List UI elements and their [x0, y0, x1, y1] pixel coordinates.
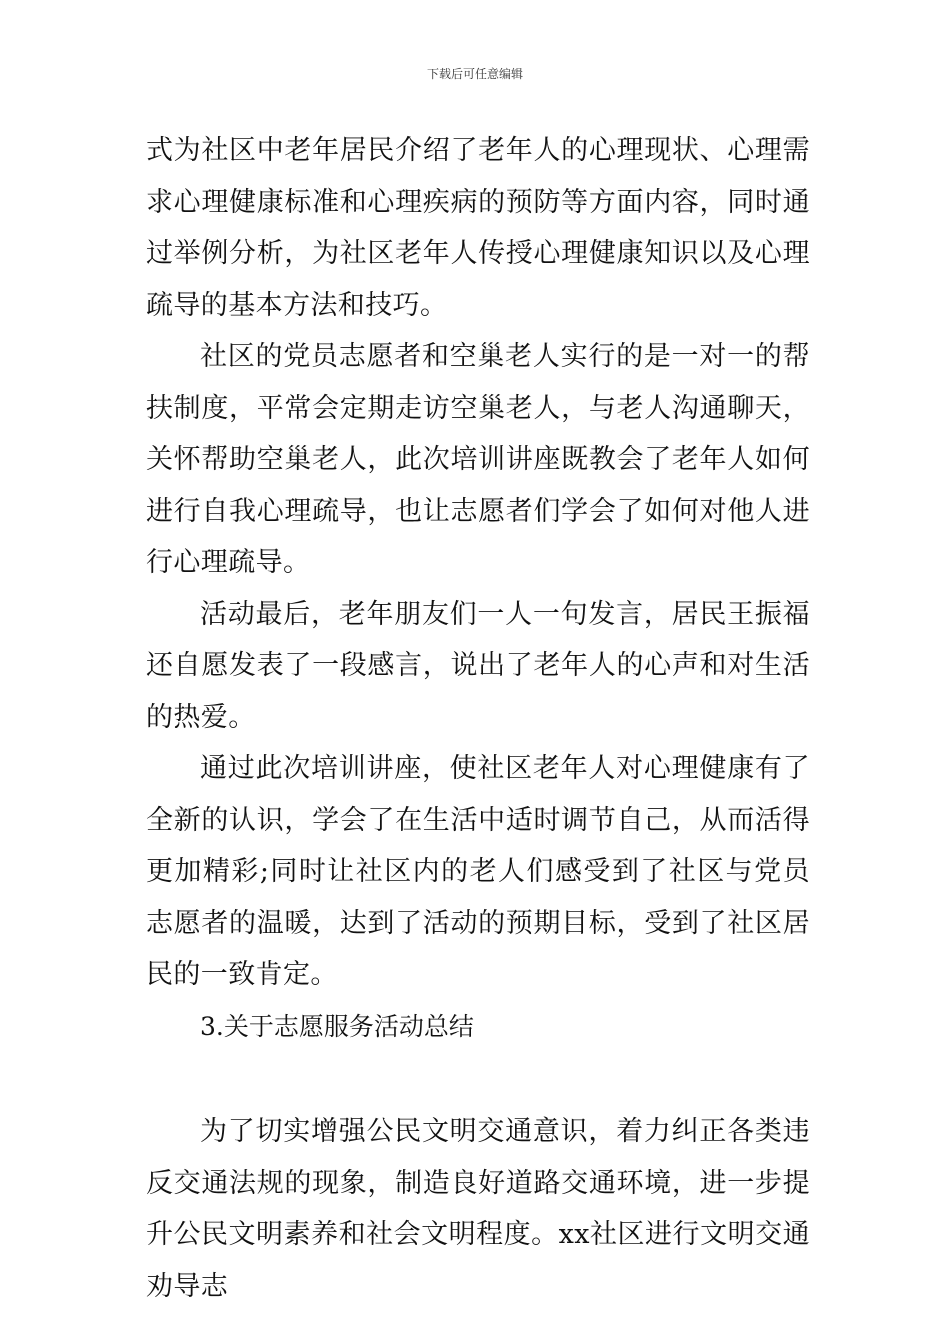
paragraph-5: 为了切实增强公民文明交通意识，着力纠正各类违反交通法规的现象，制造良好道路交通环境，进一步提升公民文明素养和社会文明程度。xx社区进行文明交通劝导志: [146, 1116, 810, 1302]
page-header-note: 下载后可任意编辑: [426, 67, 523, 81]
section-heading: 3.关于志愿服务活动总结: [200, 1011, 474, 1041]
paragraph-3: 活动最后，老年朋友们一人一句发言，居民王振福还自愿发表了一段感言，说出了老年人的心声和对生活的热爱。: [146, 598, 810, 733]
paragraph-2: 社区的党员志愿者和空巢老人实行的是一对一的帮扶制度，平常会定期走访空巢老人，与老人沟通聊天，关怀帮助空巢老人，此次培训讲座既教会了老年人如何进行自我心理疏导，也让志愿者们学会了如何对他人进行心理疏导。: [146, 341, 810, 578]
section-spacer: [146, 1052, 810, 1106]
paragraph-4: 通过此次培训讲座，使社区老年人对心理健康有了全新的认识，学会了在生活中适时调节自己，从而活得更加精彩;同时让社区内的老人们感受到了社区与党员志愿者的温暖，达到了活动的预期目标，受到了社区居民的一致肯定。: [146, 753, 810, 990]
paragraph-1: 式为社区中老年居民介绍了老年人的心理现状、心理需求心理健康标准和心理疾病的预防等方面内容，同时通过举例分析，为社区老年人传授心理健康知识以及心理疏导的基本方法和技巧。: [146, 135, 810, 321]
document-body: [146, 125, 810, 1312]
